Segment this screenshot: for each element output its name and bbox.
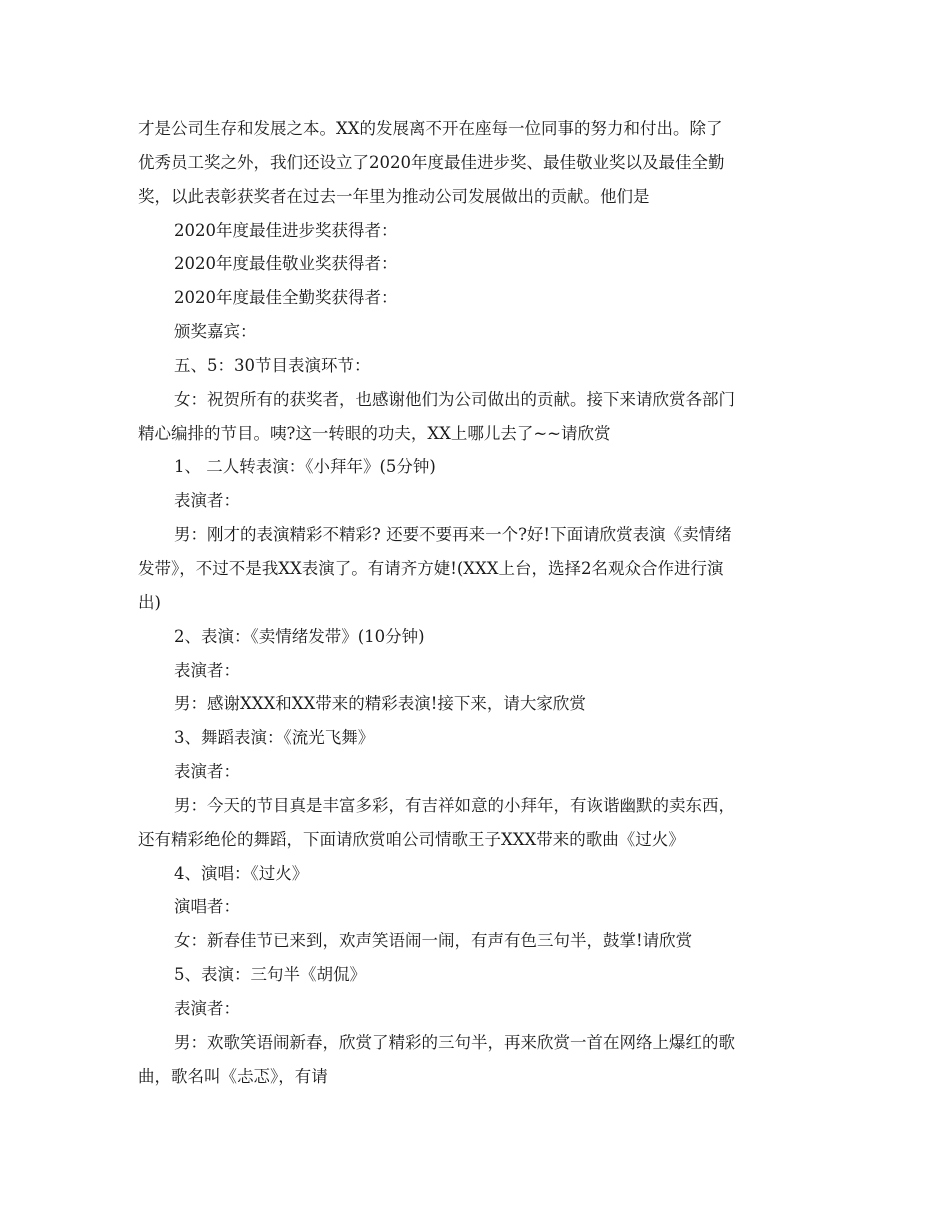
text-line: 5、表演：三句半《胡侃》 bbox=[174, 965, 366, 985]
text-line: 男：刚才的表演精彩不精彩? 还要不要再来一个?好!下面请欣赏表演《卖情绪 bbox=[174, 525, 732, 545]
text-line: 1、 二人转表演：《小拜年》(5分钟) bbox=[174, 457, 436, 477]
text-line: 奖，以此表彰获奖者在过去一年里为推动公司发展做出的贡献。他们是 bbox=[138, 186, 650, 206]
text-line: 表演者： bbox=[174, 491, 240, 511]
text-line: 曲，歌名叫《忐忑》，有请 bbox=[138, 1066, 328, 1086]
text-line: 出) bbox=[138, 592, 161, 612]
text-line: 表演者： bbox=[174, 998, 240, 1018]
text-line: 男：欢歌笑语闹新春，欣赏了精彩的三句半，再来欣赏一首在网络上爆红的歌 bbox=[174, 1032, 735, 1052]
text-line: 2020年度最佳敬业奖获得者： bbox=[174, 254, 398, 274]
text-line: 还有精彩绝伦的舞蹈，下面请欣赏咱公司情歌王子XXX带来的歌曲《过火》 bbox=[138, 829, 685, 849]
text-line: 男：今天的节目真是丰富多彩，有吉祥如意的小拜年，有诙谐幽默的卖东西， bbox=[174, 795, 735, 815]
text-line: 4、演唱：《过火》 bbox=[174, 863, 309, 883]
text-line: 五、5：30节目表演环节： bbox=[174, 355, 371, 375]
text-line: 优秀员工奖之外，我们还设立了2020年度最佳进步奖、最佳敬业奖以及最佳全勤 bbox=[138, 152, 725, 172]
text-line: 2020年度最佳进步奖获得者： bbox=[174, 220, 398, 240]
text-line: 演唱者： bbox=[174, 897, 240, 917]
text-line: 2、表演：《卖情绪发带》(10分钟) bbox=[174, 626, 425, 646]
text-line: 才是公司生存和发展之本。XX的发展离不开在座每一位同事的努力和付出。除了 bbox=[138, 119, 723, 138]
text-line: 精心编排的节目。咦?这一转眼的功夫，XX上哪儿去了~~请欣赏 bbox=[138, 423, 611, 443]
document-body bbox=[138, 112, 818, 1093]
text-line: 女：新春佳节已来到，欢声笑语闹一闹，有声有色三句半，鼓掌!请欣赏 bbox=[174, 931, 693, 951]
text-line: 颁奖嘉宾： bbox=[174, 322, 257, 342]
text-line: 3、舞蹈表演：《流光飞舞》 bbox=[174, 728, 375, 748]
text-line: 女：祝贺所有的获奖者，也感谢他们为公司做出的贡献。接下来请欣赏各部门 bbox=[174, 389, 735, 409]
text-line: 发带》，不过不是我XX表演了。有请齐方婕!(XXX上台，选择2名观众合作进行演 bbox=[138, 558, 724, 578]
text-line: 表演者： bbox=[174, 762, 240, 782]
text-line: 2020年度最佳全勤奖获得者： bbox=[174, 288, 398, 308]
text-line: 表演者： bbox=[174, 660, 240, 680]
text-line: 男：感谢XXX和XX带来的精彩表演!接下来，请大家欣赏 bbox=[174, 694, 586, 714]
